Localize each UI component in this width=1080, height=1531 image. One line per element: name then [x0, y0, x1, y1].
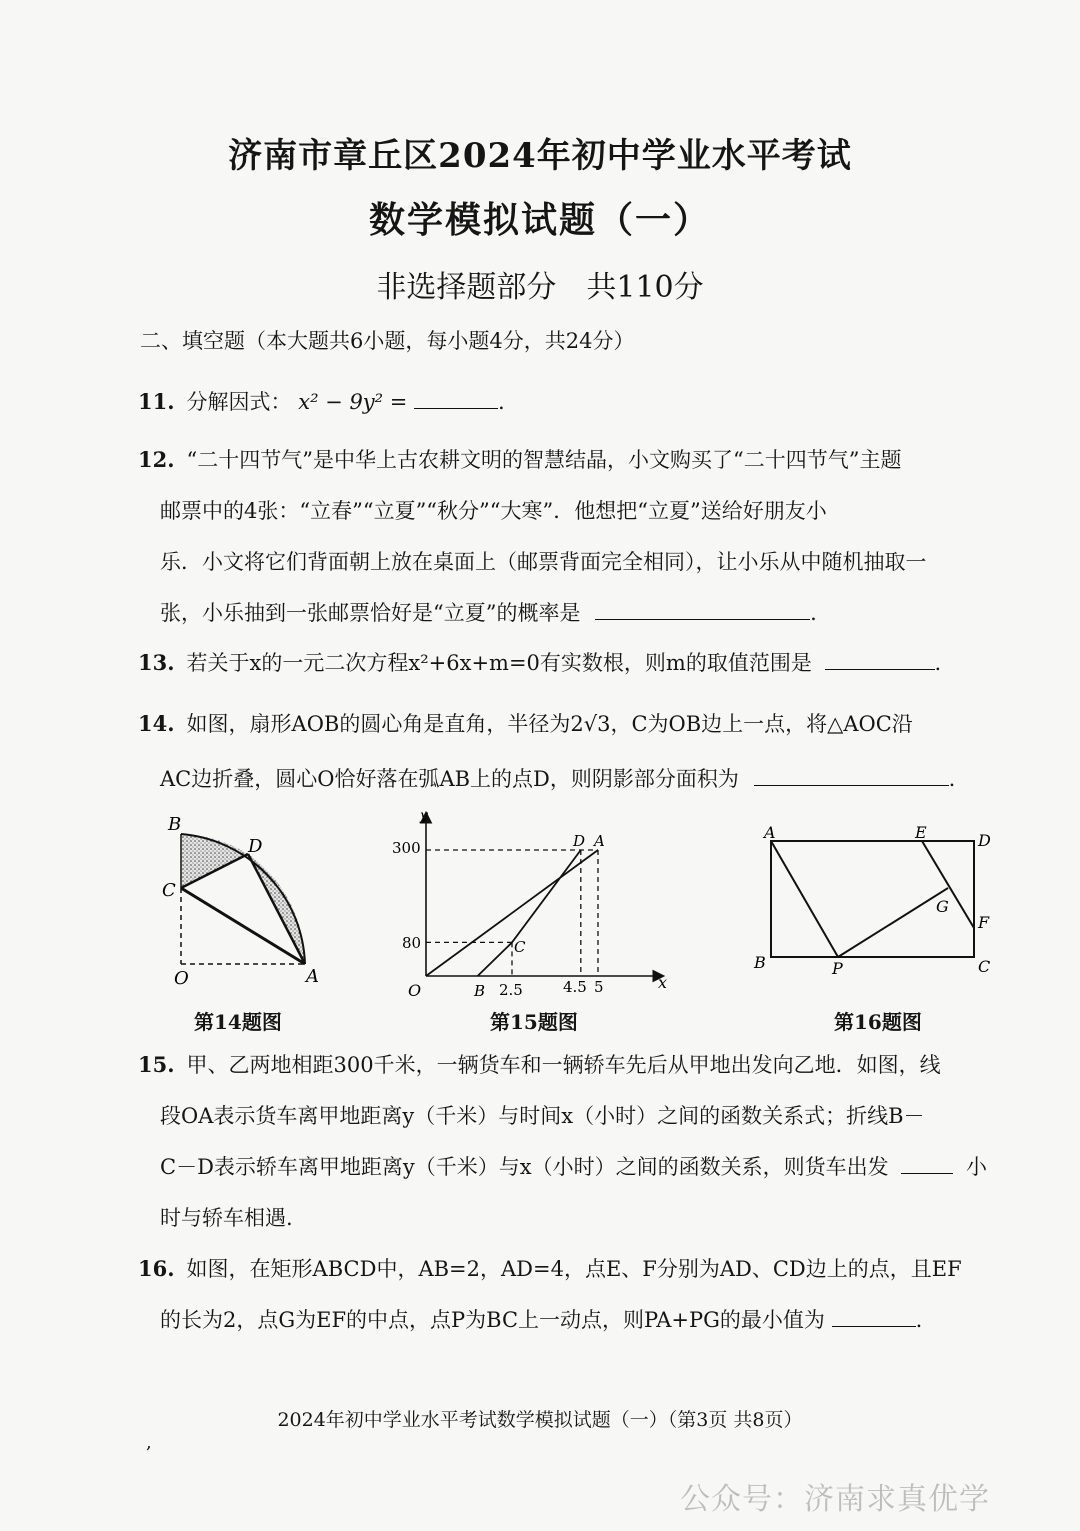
question-text: 若关于x的一元二次方程x²+6x+m=0有实数根，则m的取值范围是: [186, 651, 812, 675]
question-15-line1: [138, 1049, 941, 1079]
question-number: 14.: [138, 711, 175, 736]
x-tick-4-5: 4.5: [563, 978, 587, 996]
question-number: 16.: [138, 1256, 175, 1281]
question-14-line1: [138, 708, 913, 738]
figure-16: [750, 820, 1000, 980]
point-c: C: [514, 938, 526, 956]
point-b: B: [474, 982, 486, 1000]
figure-16-caption: 第16题图: [834, 1010, 922, 1034]
question-16-line2: 的长为2，点G为EF的中点，点P为BC上一动点，则PA+PG的最小值为 .: [160, 1308, 923, 1332]
point-d: D: [573, 832, 586, 850]
label-b: B: [168, 814, 182, 835]
segment-pg: [838, 888, 948, 957]
x-tick-2-5: 2.5: [499, 981, 523, 999]
x-axis-label: x: [658, 973, 668, 992]
label-d: D: [248, 836, 263, 857]
figure-14-caption: 第14题图: [194, 1010, 282, 1034]
stray-mark: ,: [146, 1432, 152, 1453]
label-e: E: [915, 823, 927, 842]
label-p: P: [832, 959, 843, 978]
question-text: 张，小乐抽到一张邮票恰好是“立夏”的概率是: [160, 601, 581, 625]
figure-15-caption: 第15题图: [490, 1010, 578, 1034]
label-a: A: [764, 823, 776, 842]
question-12-line1: [138, 444, 902, 474]
question-15-line3: [160, 1151, 987, 1181]
point-a: A: [594, 832, 605, 850]
answer-blank[interactable]: [901, 1155, 953, 1174]
question-text: 甲、乙两地相距300千米，一辆货车和一辆轿车先后从甲地出发向乙地．如图，线: [186, 1053, 941, 1077]
question-11: 11. 分解因式： x² − 9y² = .: [138, 389, 505, 414]
question-text: 如图，在矩形ABCD中，AB=2，AD=4，点E、F分别为AD、CD边上的点，且EF: [186, 1257, 962, 1281]
watermark: 公众号：济南求真优学: [680, 1482, 990, 1517]
question-13: 13. 若关于x的一元二次方程x²+6x+m=0有实数根，则m的取值范围是 .: [138, 650, 942, 675]
figure-14: [150, 812, 340, 992]
section-heading: 二、填空题（本大题共6小题，每小题4分，共24分）: [140, 329, 635, 353]
series-line-oa: [426, 850, 598, 976]
page-footer: 2024年初中学业水平考试数学模拟试题（一）（第3页 共8页）: [277, 1409, 803, 1431]
question-12-line3: 乐．小文将它们背面朝上放在桌面上（邮票背面完全相同），让小乐从中随机抽取一: [160, 550, 927, 574]
question-12-line2: 邮票中的4张：“立春”“立夏”“秋分”“大寒”．他想把“立夏”送给好朋友小: [160, 499, 827, 523]
question-text: C－D表示轿车离甲地距离y（千米）与x（小时）之间的函数关系，则货车出发: [160, 1155, 889, 1179]
label-b: B: [754, 953, 766, 972]
question-text: 小: [965, 1155, 987, 1179]
question-12-line4: 张，小乐抽到一张邮票恰好是“立夏”的概率是 .: [160, 601, 817, 625]
question-text: 分解因式：: [186, 390, 292, 414]
fig15-plot: [426, 814, 662, 976]
question-number: 12.: [138, 447, 175, 472]
y-tick-300: 300: [392, 839, 421, 857]
label-c: C: [978, 957, 991, 976]
y-axis-label: y: [420, 808, 428, 824]
paper-title: 数学模拟试题（一）: [368, 199, 711, 241]
answer-blank[interactable]: [595, 601, 810, 620]
part-title: 非选择题部分 共110分: [376, 270, 704, 305]
series-line-b-c-d: [478, 850, 581, 976]
question-number: 15.: [138, 1052, 175, 1077]
question-14-line2: AC边折叠，圆心O恰好落在弧AB上的点D，则阴影部分面积为 .: [160, 767, 956, 791]
question-16-line1: [138, 1253, 962, 1283]
question-expression: x² − 9y² =: [298, 390, 408, 414]
x-tick-5: 5: [594, 978, 604, 996]
question-text: “二十四节气”是中华上古农耕文明的智慧结晶，小文购买了“二十四节气”主题: [186, 448, 902, 472]
segment-pa: [771, 841, 838, 957]
label-c: C: [162, 880, 176, 901]
answer-blank[interactable]: [825, 651, 935, 670]
origin-label: O: [408, 981, 422, 1000]
question-number: 13.: [138, 650, 175, 675]
answer-blank[interactable]: [832, 1308, 916, 1327]
label-o: O: [174, 968, 189, 989]
label-g: G: [936, 897, 949, 916]
exam-title: 济南市章丘区2024年初中学业水平考试: [228, 136, 852, 176]
question-text: 的长为2，点G为EF的中点，点P为BC上一动点，则PA+PG的最小值为: [160, 1308, 825, 1332]
label-a: A: [306, 966, 319, 987]
label-f: F: [978, 913, 990, 932]
question-text: AC边折叠，圆心O恰好落在弧AB上的点D，则阴影部分面积为: [160, 767, 739, 791]
answer-blank[interactable]: [414, 390, 498, 409]
answer-blank[interactable]: [754, 767, 949, 786]
figure-15: [390, 806, 680, 1004]
question-15-line2: 段OA表示货车离甲地距离y（千米）与时间x（小时）之间的函数关系式；折线B－: [160, 1104, 925, 1128]
question-number: 11.: [138, 389, 175, 414]
question-text: 如图，扇形AOB的圆心角是直角，半径为2√3，C为OB边上一点，将△AOC沿: [186, 712, 913, 736]
y-tick-80: 80: [402, 934, 422, 952]
label-d: D: [978, 831, 991, 850]
question-15-line4: 时与轿车相遇.: [160, 1206, 293, 1230]
